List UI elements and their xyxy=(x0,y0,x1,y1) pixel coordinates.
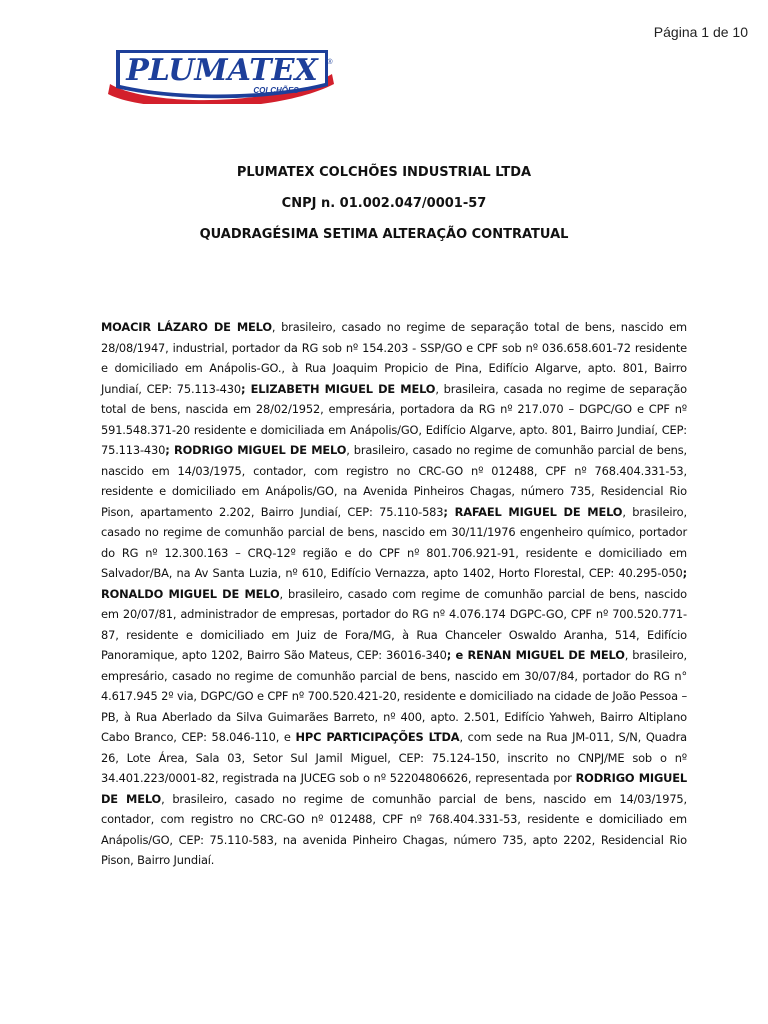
company-cnpj: CNPJ n. 01.002.047/0001-57 xyxy=(281,196,487,211)
company-name: PLUMATEX COLCHÕES INDUSTRIAL LTDA xyxy=(236,165,532,180)
party-name: ; RONALDO MIGUEL DE MELO xyxy=(101,566,687,601)
party-name: ; ELIZABETH MIGUEL DE MELO xyxy=(240,381,436,396)
party-name: HPC PARTICIPAÇÕES LTDA xyxy=(295,730,460,744)
party-details: , brasileiro, casado no regime de separação total de bens, nascido em 28/08/1947, industrial, portador da RG sob nº 154.203 - SSP/GO e CPF sob nº 036.658.601-72 residente e domiciliado em Anápolis-GO., à Rua Joaquim Propicio de Pina, Edifício Algarve, apto. 801, Bairro Jundiaí, CEP: 75.113-430 xyxy=(101,320,687,396)
party-details: , brasileiro, casado no regime de comunhão parcial de bens, nascido em 14/03/1975, contador, com registro no CRC-GO nº 012488, CPF nº 768.404.331-53, residente e domiciliado em Anápolis/GO, CEP: 75.110-583, na avenida Pinheiro Chagas, número 735, apto 2202, Residencial Rio Pison, Bairro Jundiaí. xyxy=(101,791,687,867)
document-headings xyxy=(0,166,768,259)
party-name: ; e RENAN MIGUEL DE MELO xyxy=(446,648,625,662)
page-number: Página 1 de 10 xyxy=(653,24,748,40)
party-details: , brasileira, casada no regime de separação total de bens, nascida em 28/02/1952, empresária, portadora da RG nº 217.070 – DGPC/GO e CPF nº 591.548.371-20 residente e domiciliada em Anápolis/GO, Edifício Algarve, apto. 801, Bairro Jundiaí, CEP: 75.113-430 xyxy=(101,381,687,457)
party-details: , com sede na Rua JM-011, S/N, Quadra 26, Lote Área, Sala 03, Setor Sul Jamil Miguel, CEP: 75.124-150, inscrito no CNPJ/ME sob o nº 34.401.223/0001-82, registrada na JUCEG sob o nº 52204806626, representada por xyxy=(101,730,687,785)
party-name: MOACIR LÁZARO DE MELO xyxy=(101,320,272,334)
plumatex-logo-graphic xyxy=(106,44,338,104)
party-name: ; RAFAEL MIGUEL DE MELO xyxy=(443,504,623,519)
party-details: , brasileiro, empresário, casado no regime de comunhão parcial de bens, nascido em 30/07/84, portador do RG n° 4.617.945 2º via, DGPC/GO e CPF nº 700.520.421-20, residente e domiciliado na cidade de João Pessoa – PB, à Rua Aberlado da Silva Guimarães Barreto, nº 400, apto. 2.501, Edifício Yahweh, Bairro Altiplano Cabo Branco, CEP: 58.046-110, e xyxy=(101,648,687,744)
party-name: RODRIGO MIGUEL DE MELO xyxy=(101,771,688,806)
party-details: , brasileiro, casado no regime de comunhão parcial de bens, nascido em 30/11/1976 engenheiro químico, portador do RG nº 12.300.163 – CRQ-12º região e do CPF nº 801.706.921-91, residente e domiciliado em Salvador/BA, na Av Santa Luzia, nº 610, Edifício Vernazza, apto 1402, Horto Florestal, CEP: 40.295-050 xyxy=(101,504,687,580)
document-title: QUADRAGÉSIMA SETIMA ALTERAÇÃO CONTRATUAL xyxy=(199,227,569,242)
logo-brand-text: PLUMATEX xyxy=(126,53,318,88)
party-name: ; RODRIGO MIGUEL DE MELO xyxy=(165,443,347,457)
party-details: , brasileiro, casado com regime de comunhão parcial de bens, nascido em 20/07/81, administrador de empresas, portador do RG nº 4.076.174 DGPC-GO, CPF nº 700.520.771-87, residente e domiciliado em Juiz de Fora/MG, à Rua Chanceler Oswaldo Aranha, 514, Edifício Panoramique, apto 1202, Bairro São Mateus, CEP: 36016-340 xyxy=(101,586,687,662)
logo-registered-mark: ® xyxy=(327,59,333,66)
contract-parties-paragraph xyxy=(101,317,687,871)
logo-sub-text: COLCHÕES xyxy=(253,86,299,95)
party-details: , brasileiro, casado no regime de comunhão parcial de bens, nascido em 14/03/1975, contador, com registro no CRC-GO nº 012488, CPF nº 768.404.331-53, residente e domiciliado em Anápolis/GO, na Avenida Pinheiros Chagas, número 735, Residencial Rio Pison, apartamento 2.202, Bairro Jundiaí, CEP: 75.110-583 xyxy=(101,443,687,519)
plumatex-logo xyxy=(106,44,338,104)
